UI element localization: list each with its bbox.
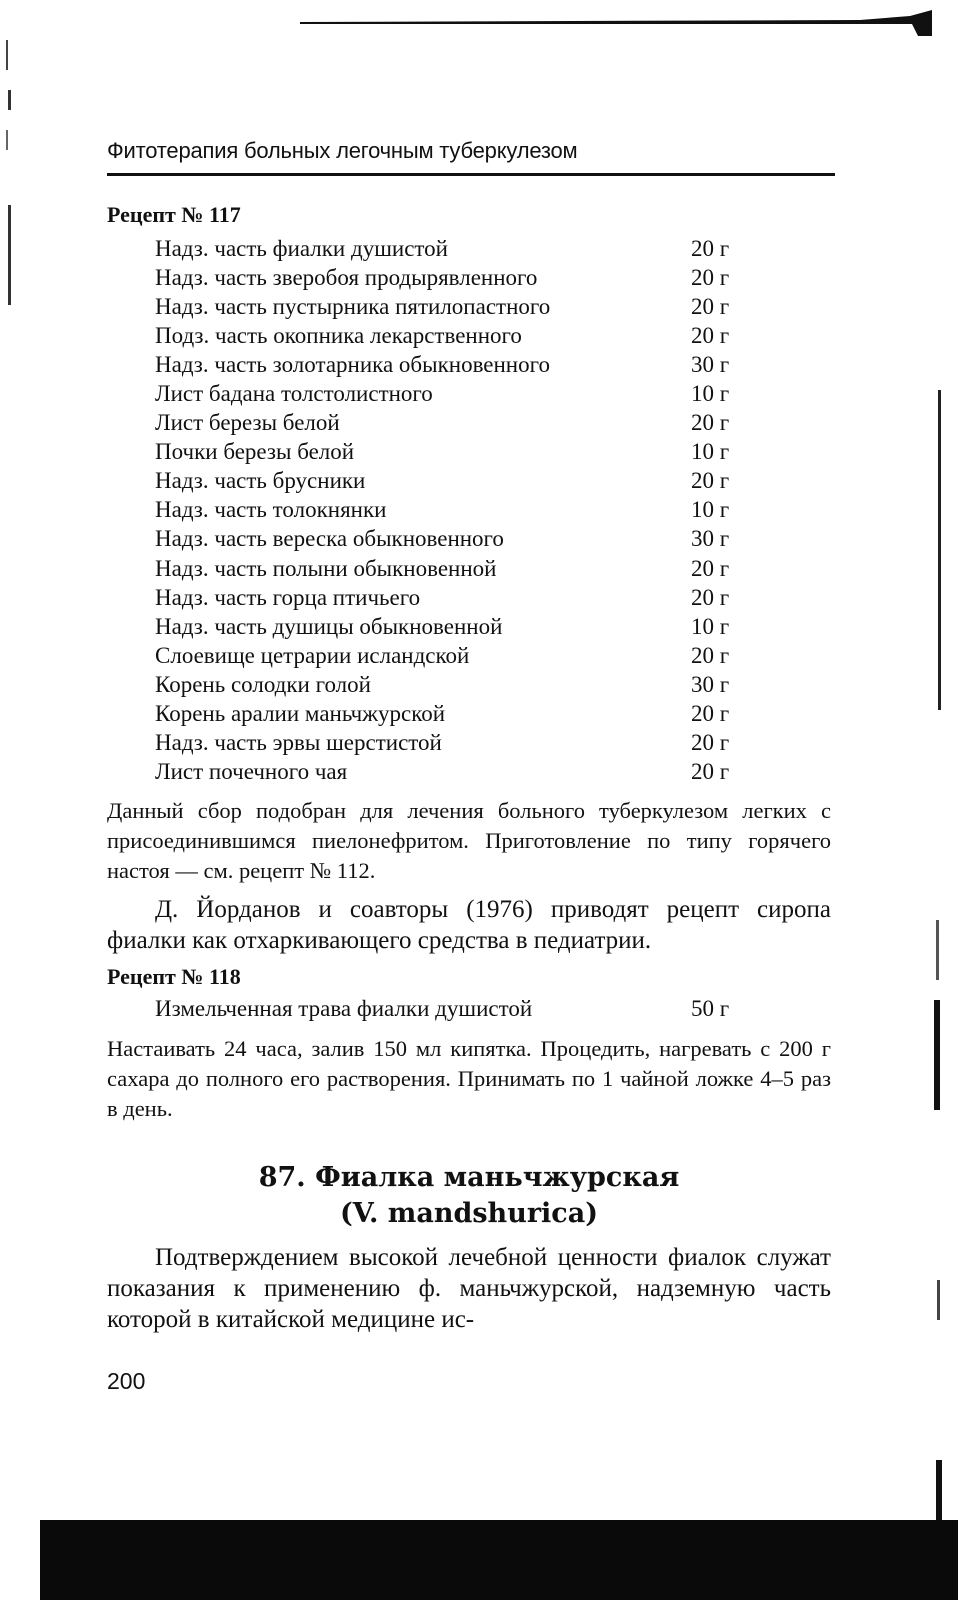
scan-top-edge xyxy=(300,10,932,36)
ingredient-name: Корень солодки голой xyxy=(155,671,371,697)
section-heading-line1: 87. Фиалка маньчжурская xyxy=(258,1162,680,1193)
ingredient-row xyxy=(155,379,755,408)
recipe-117-note: Данный сбор подобран для лечения больного туберкулезом легких с присоединившимся пиелонефритом. Приготовление по типу горячего настоя — см. рецепт № 112. xyxy=(107,798,831,883)
ingredient-quantity: 50 г xyxy=(691,995,730,1021)
ingredient-row xyxy=(155,292,755,321)
ingredient-quantity: 20 г xyxy=(691,264,730,290)
ingredient-name: Надз. часть зверобоя продырявленного xyxy=(155,264,538,290)
ingredient-quantity: 20 г xyxy=(691,730,730,756)
ingredient-quantity: 30 г xyxy=(691,526,730,552)
ingredient-quantity: 30 г xyxy=(691,351,730,377)
ingredient-quantity: 20 г xyxy=(691,642,730,668)
ingredient-quantity: 20 г xyxy=(691,293,730,319)
ingredient-name: Надз. часть толокнянки xyxy=(155,497,387,523)
recipe-118-title: Рецепт № 118 xyxy=(107,964,241,989)
ingredient-name: Надз. часть пустырника пятилопастного xyxy=(155,293,551,319)
ingredient-name: Надз. часть фиалки душистой xyxy=(155,235,448,261)
ingredient-quantity: 20 г xyxy=(691,759,730,785)
ingredient-row xyxy=(155,700,755,729)
ingredient-row xyxy=(155,583,755,612)
ingredient-quantity: 20 г xyxy=(691,468,730,494)
ingredient-quantity: 20 г xyxy=(691,701,730,727)
ingredient-name: Надз. часть горца птичьего xyxy=(155,584,421,610)
ingredient-name: Надз. часть душицы обыкновенной xyxy=(155,613,503,639)
ingredient-name: Лист почечного чая xyxy=(155,759,348,785)
ingredient-row xyxy=(155,321,755,350)
ingredient-row xyxy=(155,525,755,554)
ingredient-row xyxy=(155,496,755,525)
ingredient-quantity: 10 г xyxy=(691,439,730,465)
ingredient-row xyxy=(155,438,755,467)
ingredient-quantity: 20 г xyxy=(691,584,730,610)
ingredient-quantity: 30 г xyxy=(691,671,730,697)
ingredient-quantity: 20 г xyxy=(691,235,730,261)
ingredient-quantity: 10 г xyxy=(691,497,730,523)
header-rule xyxy=(107,173,835,176)
ingredient-name: Лист бадана толстолистного xyxy=(155,381,433,407)
ingredient-quantity: 10 г xyxy=(691,613,730,639)
ingredient-name: Надз. часть брусники xyxy=(155,468,366,494)
ingredient-name: Лист березы белой xyxy=(155,410,340,436)
ingredient-name: Подз. часть окопника лекарственного xyxy=(155,322,522,348)
recipe-118-ingredients xyxy=(155,994,755,1023)
ingredient-name: Надз. часть эрвы шерстистой xyxy=(155,730,442,756)
scan-left-specks xyxy=(0,30,20,350)
ingredient-name: Надз. часть вереска обыкновенного xyxy=(155,526,504,552)
ingredient-name: Надз. часть полыни обыкновенной xyxy=(155,555,497,581)
ingredient-row xyxy=(155,670,755,699)
ingredient-row xyxy=(155,994,755,1023)
ingredient-name: Измельченная трава фиалки душистой xyxy=(155,995,533,1021)
ingredient-name: Почки березы белой xyxy=(155,439,355,465)
ingredient-row xyxy=(155,612,755,641)
recipe-117-title: Рецепт № 117 xyxy=(107,202,241,227)
ingredient-quantity: 20 г xyxy=(691,555,730,581)
ingredient-row xyxy=(155,554,755,583)
page-number: 200 xyxy=(107,1368,146,1394)
running-header: Фитотерапия больных легочным туберкулезом xyxy=(107,138,578,163)
section-paragraph: Подтверждением высокой лечебной ценности фиалок служат показания к применению ф. маньчжурской, надземную часть которой в китайской медицине ис- xyxy=(107,1244,831,1333)
ingredient-quantity: 10 г xyxy=(691,381,730,407)
ingredient-quantity: 20 г xyxy=(691,410,730,436)
ingredient-name: Надз. часть золотарника обыкновенного xyxy=(155,351,550,377)
ingredient-row xyxy=(155,729,755,758)
ingredient-name: Корень аралии маньчжурской xyxy=(155,701,446,727)
ingredient-row xyxy=(155,467,755,496)
intro-118-paragraph: Д. Йорданов и соавторы (1976) приводят рецепт сиропа фиалки как отхаркивающего средства в педиатрии. xyxy=(107,896,831,954)
ingredient-row xyxy=(155,234,755,263)
ingredient-row xyxy=(155,758,755,787)
recipe-117-ingredients xyxy=(155,234,755,787)
ingredient-row xyxy=(155,409,755,438)
section-heading-line2: (V. mandshurica) xyxy=(339,1198,599,1229)
scan-right-edge xyxy=(928,360,948,1560)
ingredient-name: Слоевище цетрарии исландской xyxy=(155,642,470,668)
ingredient-row xyxy=(155,350,755,379)
ingredient-quantity: 20 г xyxy=(691,322,730,348)
ingredient-row xyxy=(155,641,755,670)
scan-bottom-bar xyxy=(40,1520,958,1600)
recipe-118-note: Настаивать 24 часа, залив 150 мл кипятка. Процедить, нагревать с 200 г сахара до полного его растворения. Принимать по 1 чайной ложке 4–5 раз в день. xyxy=(107,1036,831,1121)
ingredient-row xyxy=(155,263,755,292)
